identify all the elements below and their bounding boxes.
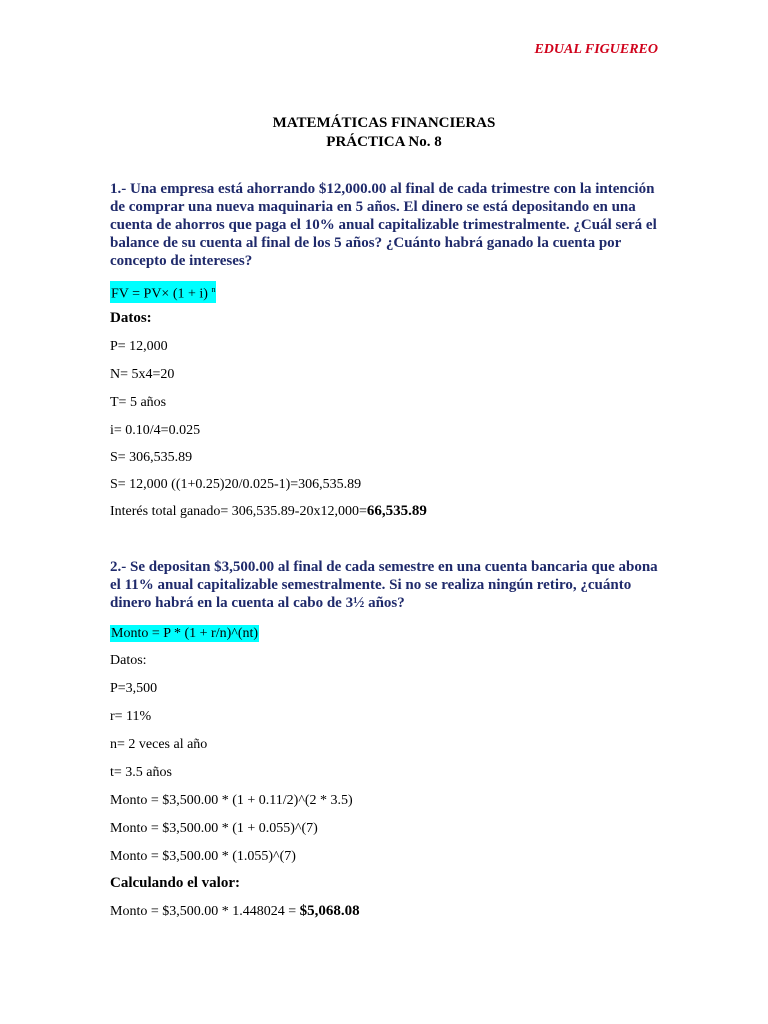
data-line: N= 5x4=20 xyxy=(110,367,175,382)
data-line: Monto = $3,500.00 * (1 + 0.055)^(7) xyxy=(110,821,318,836)
data-line: Monto = $3,500.00 * (1 + 0.11/2)^(2 * 3.5) xyxy=(110,793,353,808)
data-line: i= 0.10/4=0.025 xyxy=(110,423,201,438)
data-line: P= 12,000 xyxy=(110,339,168,354)
calc-label: Calculando el valor: xyxy=(110,875,240,891)
result-value: $5,068.08 xyxy=(299,903,360,919)
title-line-2: PRÁCTICA No. 8 xyxy=(326,134,442,150)
document-title xyxy=(0,114,768,152)
data-line: S= 306,535.89 xyxy=(110,450,193,465)
formula-text: FV = PV× (1 + i) xyxy=(111,286,208,302)
data-line: r= 11% xyxy=(110,709,152,724)
author-name: EDUAL FIGUEREO xyxy=(534,42,658,57)
data-line: n= 2 veces al año xyxy=(110,737,208,752)
problem-1-formula xyxy=(110,281,216,303)
result-prefix: Monto = $3,500.00 * 1.448024 = xyxy=(110,904,300,919)
title-line-1: MATEMÁTICAS FINANCIERAS xyxy=(272,115,496,131)
problem-2-question xyxy=(110,558,665,612)
data-line: P=3,500 xyxy=(110,681,158,696)
formula-highlight: Monto = P * (1 + r/n)^(nt) xyxy=(111,626,259,641)
question-text: 1.- Una empresa está ahorrando $12,000.00 al final de cada trimestre con la intención de comprar una nueva maquinaria en 5 años. El dinero se está depositando en una cuenta de ahorros que paga el 10% anual capitalizable trimestralmente. ¿Cuál será el balance de su cuenta al final de los 5 años? ¿Cuánto habrá ganado la cuenta por concepto de intereses? xyxy=(110,181,657,269)
data-line: t= 3.5 años xyxy=(110,765,172,780)
formula-exponent: n xyxy=(211,285,216,294)
problem-2-formula xyxy=(110,625,259,642)
interest-value: 66,535.89 xyxy=(366,503,427,519)
data-line: T= 5 años xyxy=(110,395,167,410)
interest-line xyxy=(110,503,427,520)
datos-label: Datos: xyxy=(110,653,147,668)
data-line: S= 12,000 ((1+0.25)20/0.025-1)=306,535.89 xyxy=(110,477,362,492)
interest-prefix: Interés total ganado= 306,535.89-20x12,000= xyxy=(110,504,367,519)
data-line: Monto = $3,500.00 * (1.055)^(7) xyxy=(110,849,296,864)
datos-label: Datos: xyxy=(110,310,152,326)
result-line xyxy=(110,903,360,920)
question-text: 2.- Se depositan $3,500.00 al final de cada semestre en una cuenta bancaria que abona el 11% anual capitalizable semestralmente. Si no se realiza ningún retiro, ¿cuánto dinero habrá en la cuenta al cabo de 3½ años? xyxy=(110,559,658,611)
problem-1-question xyxy=(110,180,665,270)
formula-highlight xyxy=(110,281,216,303)
